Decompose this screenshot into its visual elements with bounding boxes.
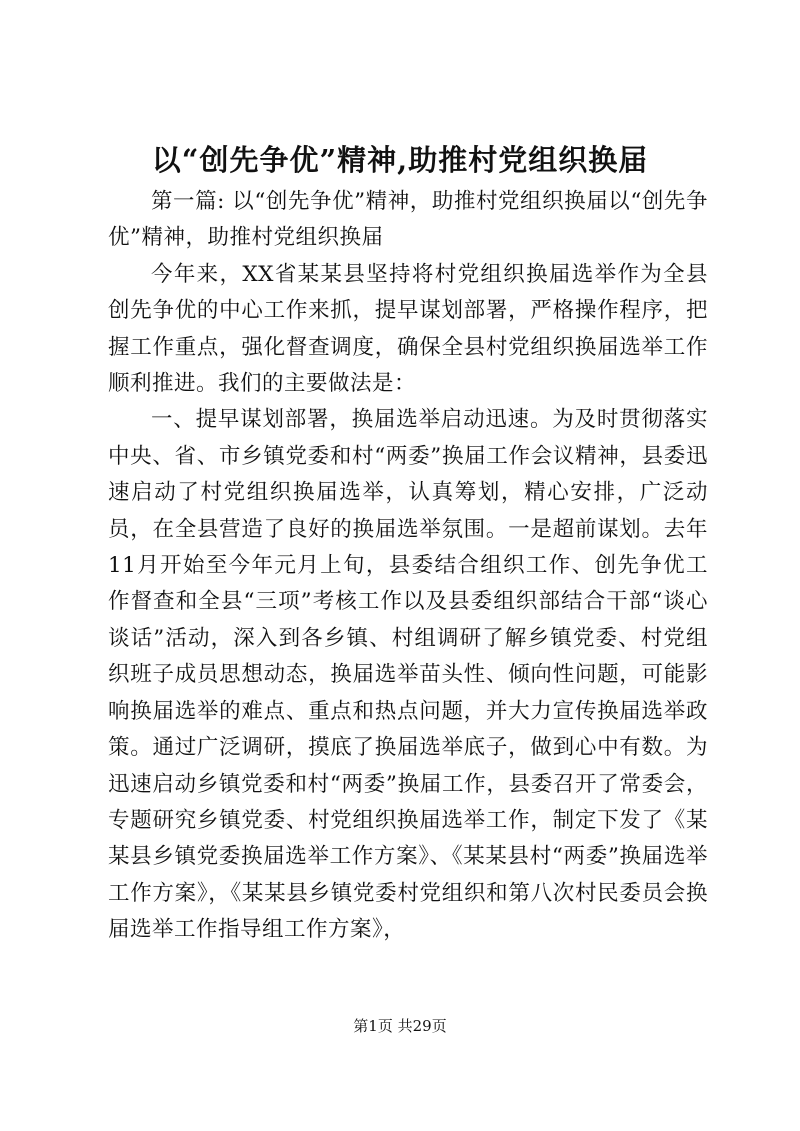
page-number-footer: 第1页 共29页	[353, 1017, 447, 1035]
paragraph-intro: 第一篇: 以“创先争优”精神，助推村党组织换届以“创先争优”精神，助推村党组织换届	[108, 189, 708, 251]
document-body	[108, 184, 708, 949]
paragraph-section-one: 一、提早谋划部署，换届选举启动迅速。为及时贯彻落实中央、省、市乡镇党委和村“两委”换届工作会议精神，县委迅速启动了村党组织换届选举，认真筹划，精心安排，广泛动员，在全县营造了良好的换届选举氛围。一是超前谋划。去年11月开始至今年元月上旬，县委结合组织工作、创先争优工作督查和全县“三项”考核工作以及县委组织部结合干部“谈心谈话”活动，深入到各乡镇、村组调研了解乡镇党委、村党组织班子成员思想动态，换届选举苗头性、倾向性问题，可能影响换届选举的难点、重点和热点问题，并大力宣传换届选举政策。通过广泛调研，摸底了换届选举底子，做到心中有数。为迅速启动乡镇党委和村“两委”换届工作，县委召开了常委会，专题研究乡镇党委、村党组织换届选举工作，制定下发了《某某县乡镇党委换届选举工作方案》、《某某县村“两委”换届选举工作方案》，《某某县乡镇党委村党组织和第八次村民委员会换届选举工作指导组工作方案》，	[108, 407, 708, 943]
document-title: 以“创先争优”精神,助推村党组织换届	[151, 143, 649, 177]
paragraph-overview: 今年来，XX省某某县坚持将村党组织换届选举作为全县创先争优的中心工作来抓，提早谋划部署，严格操作程序，把握工作重点，强化督查调度，确保全县村党组织换届选举工作顺利推进。我们的主要做法是：	[108, 261, 708, 397]
